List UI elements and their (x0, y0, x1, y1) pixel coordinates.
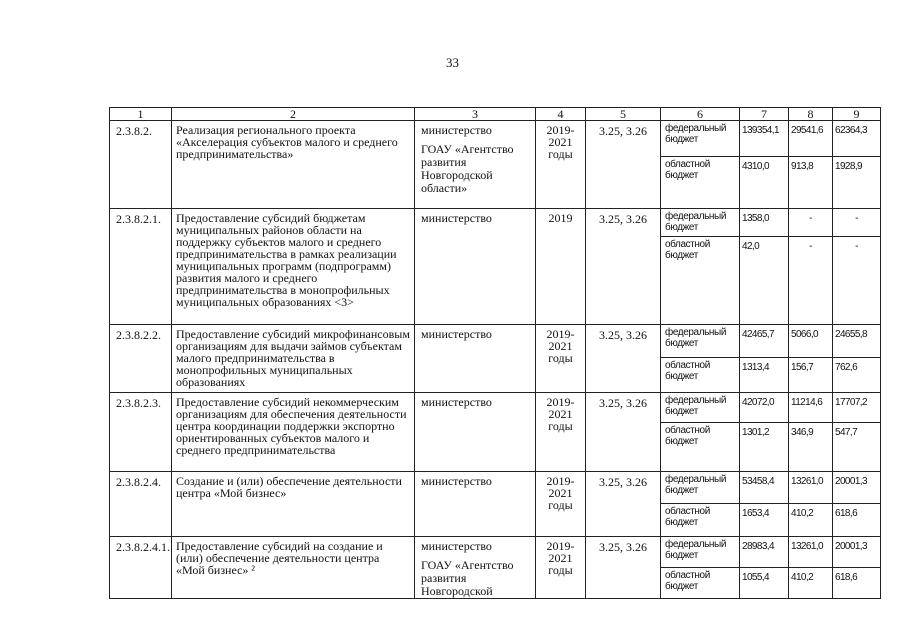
executor: министерство (421, 211, 492, 225)
column-header: 7 (740, 108, 789, 121)
executor: министерство (421, 327, 492, 341)
amount-col8: - (789, 237, 833, 325)
executor: министерство (421, 123, 492, 137)
amount-col7: 1055,4 (740, 568, 789, 599)
column-header: 6 (661, 108, 740, 121)
table-row (110, 472, 881, 504)
amount-col7: 28983,4 (740, 537, 789, 568)
amount-col8: 156,7 (789, 358, 833, 393)
column-header: 9 (833, 108, 881, 121)
amount-col8: 913,8 (789, 157, 833, 209)
table-row (110, 209, 881, 237)
amount-col8: 346,9 (789, 423, 833, 472)
amount-col8: 29541,6 (789, 121, 833, 157)
indicators: 3.25, 3.26 (586, 537, 661, 599)
amount-col7: 1313,4 (740, 358, 789, 393)
executor: ГОАУ «Агентство развития Новгородской (421, 558, 514, 598)
table-row (110, 537, 881, 568)
activity-name: Предоставление субсидий микрофинансовым организациям для выдачи займов субъектам малого предпринимательства в монопрофильных муниципальных образованиях (172, 325, 415, 393)
period: 2019-2021 годы (536, 121, 586, 209)
amount-col9: 17707,2 (833, 393, 881, 423)
column-header: 3 (415, 108, 536, 121)
row-number: 2.3.8.2.2. (110, 325, 172, 393)
executor-cell (415, 537, 536, 599)
indicators: 3.25, 3.26 (586, 393, 661, 472)
row-number: 2.3.8.2. (110, 121, 172, 209)
column-header: 5 (586, 108, 661, 121)
executor-cell (415, 325, 536, 393)
amount-col7: 1301,2 (740, 423, 789, 472)
period: 2019-2021 годы (536, 325, 586, 393)
activity-name: Предоставление субсидий некоммерческим организациям для обеспечения деятельности центра координации поддержки экспортно ориентированных субъектов малого и среднего предпринимательства (172, 393, 415, 472)
indicators: 3.25, 3.26 (586, 209, 661, 325)
amount-col9: 547,7 (833, 423, 881, 472)
table-row (110, 393, 881, 423)
funding-source: федеральный бюджет (661, 209, 740, 237)
amount-col7: 4310,0 (740, 157, 789, 209)
column-header: 8 (789, 108, 833, 121)
amount-col9: 618,6 (833, 504, 881, 537)
executor-cell (415, 472, 536, 537)
funding-source: федеральный бюджет (661, 121, 740, 157)
budget-table (109, 107, 881, 599)
funding-source: областной бюджет (661, 237, 740, 325)
amount-col9: 62364,3 (833, 121, 881, 157)
executor: ГОАУ «Агентство развития Новгородской области» (421, 142, 514, 195)
amount-col9: 762,6 (833, 358, 881, 393)
indicators: 3.25, 3.26 (586, 325, 661, 393)
activity-name: Реализация регионального проекта «Акселерация субъектов малого и среднего предпринимательства» (172, 121, 415, 209)
amount-col7: 139354,1 (740, 121, 789, 157)
amount-col9: 20001,3 (833, 472, 881, 504)
page-number: 33 (446, 55, 459, 70)
funding-source: областной бюджет (661, 568, 740, 599)
amount-col8: 13261,0 (789, 537, 833, 568)
amount-col7: 42,0 (740, 237, 789, 325)
amount-col7: 53458,4 (740, 472, 789, 504)
executor-cell (415, 393, 536, 472)
amount-col8: - (789, 209, 833, 237)
funding-source: федеральный бюджет (661, 325, 740, 358)
period: 2019-2021 годы (536, 537, 586, 599)
executor-cell (415, 121, 536, 209)
amount-col7: 42465,7 (740, 325, 789, 358)
row-number: 2.3.8.2.3. (110, 393, 172, 472)
period: 2019-2021 годы (536, 393, 586, 472)
amount-col8: 5066,0 (789, 325, 833, 358)
activity-name: Создание и (или) обеспечение деятельности центра «Мой бизнес» (172, 472, 415, 537)
column-header: 4 (536, 108, 586, 121)
amount-col7: 1653,4 (740, 504, 789, 537)
amount-col8: 410,2 (789, 504, 833, 537)
amount-col9: - (833, 209, 881, 237)
row-number: 2.3.8.2.4. (110, 472, 172, 537)
funding-source: областной бюджет (661, 423, 740, 472)
row-number: 2.3.8.2.4.1. (110, 537, 172, 599)
amount-col8: 11214,6 (789, 393, 833, 423)
executor: министерство (421, 539, 492, 553)
amount-col9: 618,6 (833, 568, 881, 599)
funding-source: федеральный бюджет (661, 393, 740, 423)
amount-col7: 42072,0 (740, 393, 789, 423)
amount-col9: 1928,9 (833, 157, 881, 209)
funding-source: областной бюджет (661, 157, 740, 209)
executor: министерство (421, 474, 492, 488)
table-row (110, 121, 881, 157)
row-number: 2.3.8.2.1. (110, 209, 172, 325)
activity-name: Предоставление субсидий на создание и (или) обеспечение деятельности центра «Мой бизнес» ² (172, 537, 415, 599)
table-row (110, 325, 881, 358)
indicators: 3.25, 3.26 (586, 121, 661, 209)
funding-source: федеральный бюджет (661, 472, 740, 504)
header-row (110, 108, 881, 121)
amount-col7: 1358,0 (740, 209, 789, 237)
funding-source: областной бюджет (661, 358, 740, 393)
amount-col8: 13261,0 (789, 472, 833, 504)
executor-cell (415, 209, 536, 325)
period: 2019 (536, 209, 586, 325)
period: 2019-2021 годы (536, 472, 586, 537)
column-header: 1 (110, 108, 172, 121)
indicators: 3.25, 3.26 (586, 472, 661, 537)
activity-name: Предоставление субсидий бюджетам муниципальных районов области на поддержку субъектов малого и среднего предпринимательства в рамках реализации муниципальных программ (подпрограмм) развития малого и среднего предпринимательства в монопрофильных муниципальных образованиях <3> (172, 209, 415, 325)
amount-col8: 410,2 (789, 568, 833, 599)
amount-col9: 24655,8 (833, 325, 881, 358)
funding-source: федеральный бюджет (661, 537, 740, 568)
column-header: 2 (172, 108, 415, 121)
amount-col9: 20001,3 (833, 537, 881, 568)
executor: министерство (421, 395, 492, 409)
funding-source: областной бюджет (661, 504, 740, 537)
amount-col9: - (833, 237, 881, 325)
